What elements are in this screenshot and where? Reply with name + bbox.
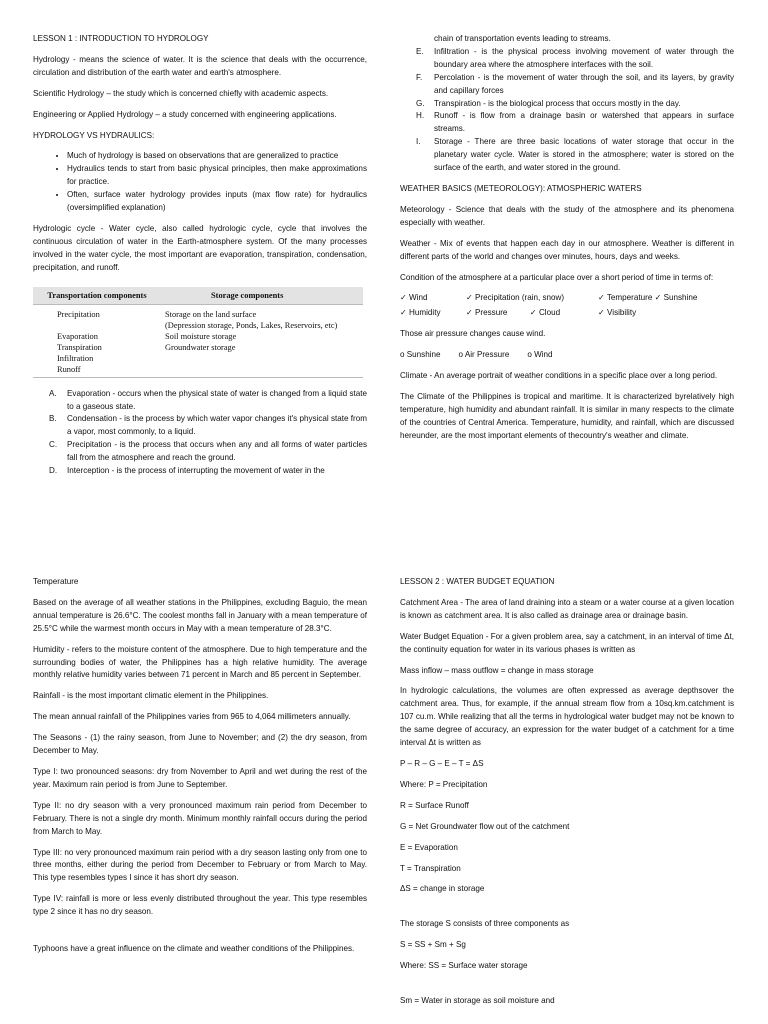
list-marker: A. <box>49 388 57 398</box>
list-marker: E. <box>416 46 424 56</box>
list-text: Interception - is the process of interrupting the movement of water in the <box>67 466 325 476</box>
list-item <box>416 98 734 111</box>
list-item: o Sunshine <box>400 350 441 360</box>
list-text: Percolation - is the movement of water through the soil, and its layers, by gravity and capillary forces <box>434 72 734 95</box>
definition: Where: SS = Surface water storage <box>400 961 528 971</box>
definition: R = Surface Runoff <box>400 800 469 810</box>
check-item: ✓ Humidity <box>400 308 441 318</box>
table-cell <box>161 353 363 364</box>
check-item: ✓ Visibility <box>598 308 637 318</box>
list-text: Infiltration - is the physical process involving movement of water through the boundary area where the atmosphere interfaces with the soil. <box>434 46 734 69</box>
definition: G = Net Groundwater flow out of the catchment <box>400 821 570 831</box>
list-text: Precipitation - is the process that occurs when any and all forms of water particles fall from the atmosphere and reach the ground. <box>67 440 367 463</box>
subheading: HYDROLOGY VS HYDRAULICS: <box>33 130 155 140</box>
list-item <box>416 110 734 136</box>
list-item: o Air Pressure <box>458 350 510 360</box>
list-text: Evaporation - occurs when the physical state of water is changed from a liquid state to a gaseous state. <box>67 388 367 411</box>
table-cell <box>33 320 161 331</box>
equation: S = SS + Sm + Sg <box>400 940 466 950</box>
table-header: Storage components <box>161 287 363 305</box>
list-text: Runoff - is flow from a drainage basin or watershed that appears in surface streams. <box>434 111 734 134</box>
table-row <box>33 342 363 353</box>
list-item <box>49 465 367 478</box>
paragraph: The storage S consists of three components as <box>400 919 570 929</box>
definition: T = Transpiration <box>400 863 461 873</box>
paragraph: Engineering or Applied Hydrology – a study concerned with engineering applications. <box>33 109 337 119</box>
table-cell: Precipitation <box>57 309 100 319</box>
list-marker: H. <box>416 111 425 121</box>
check-item: ✓ Pressure ✓ Cloud <box>466 308 561 318</box>
paragraph: Meteorology - Science that deals with the study of the atmosphere and its phenomena especially with weather. <box>400 204 734 227</box>
components-table <box>33 287 363 378</box>
equation: P – R – G – E – T = ΔS <box>400 758 484 768</box>
list-item: • Often, surface water hydrology provides inputs (max flow rate) for hydraulics (oversimplified explanation) <box>67 189 367 215</box>
list-text: Storage - There are three basic locations of water storage that occur in the planetary water cycle. Water is stored in the atmosphere; water is stored on the surface of the earth, and water stored in the ground. <box>434 137 734 173</box>
paragraph: Type I: two pronounced seasons: dry from November to April and wet during the rest of the year. Maximum rain period is from June to September. <box>33 766 367 789</box>
table-cell: Groundwater storage <box>165 342 236 352</box>
definition: Where: P = Precipitation <box>400 779 488 789</box>
list-item <box>49 439 367 465</box>
paragraph: Hydrologic cycle - Water cycle, also called hydrologic cycle, cycle that involves the continuous circulation of water in the Earth-atmosphere system. Of the many processes involved in the water cycle, the most important are evaporation, transpiration, condensation, precipitation, and runoff. <box>33 223 367 272</box>
table-row <box>33 364 363 378</box>
paragraph: Based on the average of all weather stations in the Philippines, excluding Baguio, the mean annual temperature is 26.6°C. The coolest months fall in January with a mean temperature of 25.5°C while the warmest month occurs in May with a mean temperature of 28.3°C. <box>33 597 367 633</box>
paragraph: Water Budget Equation - For a given problem area, say a catchment, in an interval of time Δt, the continuity equation for water in its various phases is written as <box>400 631 734 654</box>
table-cell <box>161 364 363 378</box>
weather-elements <box>400 292 734 320</box>
paragraph: Type II: no dry season with a very pronounced maximum rain period from December to February. There is not a single dry month. Minimum monthly rainfall occurs during the period from March to May. <box>33 800 367 836</box>
list-item <box>416 72 734 98</box>
table-row <box>33 320 363 331</box>
paragraph: The Climate of the Philippines is tropical and maritime. It is characterized byrelatively high temperature, high humidity and abundant rainfall. It is similar in many respects to the climate of the countries of Central America. Temperature, humidity, and rainfall, which are discussed hereunder, are the most important elements of thecountry's weather and climate. <box>400 391 734 440</box>
table-row <box>33 304 363 320</box>
list-marker: G. <box>416 98 425 108</box>
page-1-left-column <box>33 33 367 478</box>
list-item: o Wind <box>527 350 553 360</box>
paragraph: Climate - An average portrait of weather conditions in a specific place over a long period. <box>400 371 718 381</box>
list-item <box>416 136 734 175</box>
table-row <box>33 331 363 342</box>
process-list <box>33 388 367 478</box>
paragraph: In hydrologic calculations, the volumes are often expressed as average depthsover the catchment area. Thus, for example, if the annual stream flow from a 10sq.km.catchment is 107 cu.m. While realizing that all the terms in hydrological water budget may not be known to the same degree of accuracy, an expression for the water budget of a catchment for a time interval Δt is written as <box>400 686 734 748</box>
table-header: Transportation components <box>33 287 161 305</box>
table-cell: Soil moisture storage <box>165 331 237 341</box>
paragraph: Weather - Mix of events that happen each day in our atmosphere. Weather is different in different parts of the world and changes over minutes, hours, days and weeks. <box>400 238 734 261</box>
temperature-heading: Temperature <box>33 577 79 586</box>
table-cell: (Depression storage, Ponds, Lakes, Reservoirs, etc) <box>165 320 338 330</box>
check-item: ✓ Temperature ✓ Sunshine <box>598 293 698 303</box>
table-cell: Evaporation <box>57 331 98 341</box>
table-cell: Infiltration <box>57 353 94 363</box>
page-1-right-column <box>400 33 734 451</box>
bullet-list <box>33 150 367 215</box>
check-item: ✓ Wind <box>400 293 428 303</box>
paragraph: Catchment Area - The area of land draining into a steam or a water course at a given location is known as catchment area. It is also called as drainage area or drainage basin. <box>400 597 734 620</box>
paragraph: The mean annual rainfall of the Philippines varies from 965 to 4,064 millimeters annually. <box>33 712 351 722</box>
table-cell: Transpiration <box>57 342 102 352</box>
table-cell: Storage on the land surface <box>165 309 257 319</box>
list-marker: D. <box>49 466 58 476</box>
list-item: • Hydraulics tends to start from basic physical principles, then make approximations for practice. <box>67 163 367 189</box>
lesson-2-heading: LESSON 2 : WATER BUDGET EQUATION <box>400 577 555 586</box>
continued-text: chain of transportation events leading to streams. <box>434 34 611 43</box>
list-item <box>416 46 734 72</box>
check-item: ✓ Precipitation (rain, snow) <box>466 293 565 303</box>
list-marker: I. <box>416 137 421 147</box>
lesson-1-heading: LESSON 1 : INTRODUCTION TO HYDROLOGY <box>33 34 209 43</box>
definition: Sm = Water in storage as soil moisture and <box>400 996 555 1006</box>
list-text: Condensation - is the process by which water vapor changes it's physical state from a vapor, most commonly, to a liquid. <box>67 414 367 437</box>
list-marker: B. <box>49 414 57 424</box>
definition: ΔS = change in storage <box>400 884 485 894</box>
paragraph: Typhoons have a great influence on the climate and weather conditions of the Philippines. <box>33 944 355 954</box>
list-item: • Much of hydrology is based on observations that are generalized to practice <box>67 150 367 163</box>
paragraph: Those air pressure changes cause wind. <box>400 329 546 339</box>
paragraph: Hydrology - means the science of water. It is the science that deals with the occurrence, circulation and distribution of the earth water and earth's atmosphere. <box>33 54 367 77</box>
list-marker: C. <box>49 440 58 450</box>
list-item <box>49 413 367 439</box>
paragraph: Rainfall - is the most important climatic element in the Philippines. <box>33 691 269 701</box>
paragraph: Type IV: rainfall is more or less evenly distributed throughout the year. This type resembles type 2 since it has no dry season. <box>33 894 367 917</box>
weather-heading: WEATHER BASICS (METEOROLOGY): ATMOSPHERIC WATERS <box>400 183 642 193</box>
page-2-left-column <box>33 576 367 964</box>
list-marker: F. <box>416 72 423 82</box>
paragraph: Scientific Hydrology – the study which is concerned chiefly with academic aspects. <box>33 88 329 98</box>
list-text: Transpiration - is the biological process that occurs mostly in the day. <box>434 98 681 108</box>
air-pressure-list <box>400 349 734 362</box>
table-row <box>33 353 363 364</box>
page-2 <box>0 512 768 1024</box>
paragraph: The Seasons - (1) the rainy season, from June to November; and (2) the dry season, from December to May. <box>33 733 367 756</box>
process-list-continued <box>400 46 734 175</box>
page-2-right-column <box>400 576 734 1016</box>
paragraph: Condition of the atmosphere at a particular place over a short period of time in terms of: <box>400 272 714 282</box>
paragraph: Humidity - refers to the moisture content of the atmosphere. Due to high temperature and the surrounding bodies of water, the Philippines has a high relative humidity. The average monthly relative humidity varies between 71 percent in March and 85 percent in September. <box>33 644 367 680</box>
paragraph: Type III: no very pronounced maximum rain period with a dry season lasting only from one to three months, either during the period from December to February or from March to May. This type resembles types I since it has short dry season. <box>33 847 367 883</box>
paragraph: Mass inflow – mass outflow = change in mass storage <box>400 665 594 675</box>
list-item <box>49 388 367 414</box>
table-header-row <box>33 287 363 305</box>
table-cell: Runoff <box>33 364 161 378</box>
definition: E = Evaporation <box>400 842 458 852</box>
